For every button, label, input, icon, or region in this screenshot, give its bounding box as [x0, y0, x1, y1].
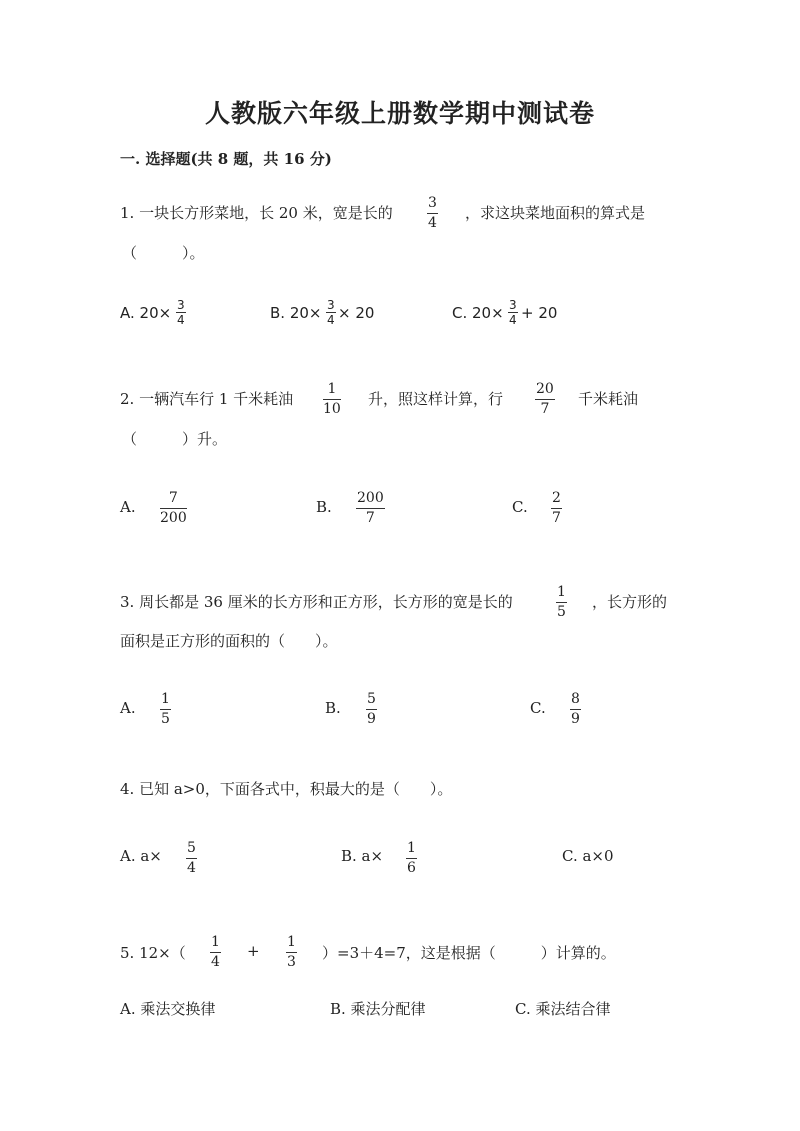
q2-frac2-num: 20: [536, 381, 554, 397]
q3-opt-c-fraction: [570, 692, 581, 727]
q1-text-b: ，求这块菜地面积的算式是: [465, 204, 646, 222]
q2-opt-a-fraction: [160, 491, 187, 526]
q3-opt-a-num: 1: [161, 691, 170, 707]
q3-opt-b-fraction: [366, 692, 377, 727]
q2-fraction-2: [535, 382, 555, 417]
q3-frac-den: 5: [557, 604, 566, 620]
q1-opt-a-num: 3: [177, 298, 185, 312]
q5-frac2-num: 1: [287, 934, 296, 950]
q2-frac1-num: 1: [327, 381, 337, 397]
q2-opt-b-fraction: [356, 491, 385, 526]
q4-opt-b-num: 1: [407, 840, 416, 856]
q1-frac-num: 3: [428, 195, 437, 211]
q3-opt-b-label: B.: [325, 699, 341, 717]
q1-opt-c-num: 3: [509, 298, 517, 312]
q5-option-c[interactable]: C. 乘法结合律: [515, 1000, 611, 1018]
q3-text-b: ，长方形的: [592, 593, 668, 611]
q5-frac1-den: 4: [211, 954, 220, 970]
q4-opt-b-den: 6: [407, 860, 416, 876]
q1-opt-b-pre: B. 20×: [270, 304, 322, 322]
q3-text-a: 3. 周长都是 36 厘米的长方形和正方形，长方形的宽是长的: [120, 593, 513, 611]
q1-opt-b-den: 4: [327, 313, 335, 327]
q4-opt-b-fraction: [406, 841, 417, 876]
q5-text-a: 5. 12×（: [120, 944, 186, 962]
q2-opt-c-fraction: [551, 491, 562, 526]
q2-text-d: （ ）升。: [122, 430, 228, 448]
q1-opt-c-post: + 20: [521, 304, 558, 322]
q2-opt-a-den: 200: [160, 510, 187, 526]
q3-opt-c-label: C.: [530, 699, 546, 717]
page-title: 人教版六年级上册数学期中测试卷: [204, 99, 595, 128]
q4-opt-a-label: A. a×: [120, 847, 162, 865]
q5-text-b: ）=3＋4=7，这是根据（ ）计算的。: [322, 944, 616, 962]
q2-opt-b-den: 7: [365, 510, 375, 526]
q5-frac1-num: 1: [211, 934, 220, 950]
q4-opt-b-label: B. a×: [341, 847, 384, 865]
q3-opt-b-den: 9: [367, 711, 376, 727]
q3-opt-a-label: A.: [120, 699, 136, 717]
q2-fraction-1: [323, 382, 341, 417]
q5-fraction-1: [210, 935, 221, 970]
q3-opt-a-den: 5: [161, 711, 170, 727]
q4-opt-a-fraction: [186, 841, 197, 876]
q1-opt-b-num: 3: [327, 298, 335, 312]
q2-opt-a-num: 7: [168, 490, 178, 506]
q3-text-c: 面积是正方形的面积的（ ）。: [120, 632, 338, 650]
q4-opt-a-den: 4: [187, 860, 196, 876]
q2-frac2-den: 7: [540, 401, 550, 417]
q1-opt-c-pre: C. 20×: [452, 304, 504, 322]
q2-opt-c-num: 2: [552, 490, 561, 506]
q2-opt-b-label: B.: [316, 498, 332, 516]
q3-opt-c-den: 9: [571, 711, 580, 727]
q5-option-b[interactable]: B. 乘法分配律: [330, 1000, 426, 1018]
q1-opt-c-fraction: [508, 299, 518, 326]
q1-opt-a-pre: A. 20×: [120, 304, 172, 322]
q1-opt-b-fraction: [326, 299, 336, 326]
q5-fraction-2: [286, 935, 297, 970]
q3-fraction: [556, 585, 567, 620]
q3-opt-c-num: 8: [571, 691, 580, 707]
q5-frac2-den: 3: [287, 954, 296, 970]
q1-opt-c-den: 4: [509, 313, 517, 327]
q3-opt-b-num: 5: [367, 691, 376, 707]
q5-option-a[interactable]: A. 乘法交换律: [120, 1000, 216, 1018]
q2-opt-a-label: A.: [120, 498, 136, 516]
section-heading: 一. 选择题(共 8 题，共 16 分): [120, 150, 332, 168]
q4-opt-a-num: 5: [187, 840, 196, 856]
q2-opt-c-den: 7: [552, 510, 561, 526]
q1-text-a: 1. 一块长方形菜地，长 20 米，宽是长的: [120, 204, 393, 222]
q2-text-a: 2. 一辆汽车行 1 千米耗油: [120, 390, 294, 408]
q3-frac-num: 1: [557, 584, 566, 600]
q4-opt-c-label: C. a×0: [562, 847, 614, 865]
q2-text-c: 千米耗油: [578, 390, 639, 408]
q1-opt-a-den: 4: [177, 313, 185, 327]
q3-opt-a-fraction: [160, 692, 171, 727]
q4-text: 4. 已知 a>0，下面各式中，积最大的是（ ）。: [120, 780, 453, 798]
q1-frac-den: 4: [428, 215, 437, 231]
q2-opt-c-label: C.: [512, 498, 528, 516]
q5-plus: +: [247, 942, 260, 960]
q1-text-c: （ ）。: [122, 244, 205, 262]
q2-opt-b-num: 200: [357, 490, 384, 506]
q1-fraction: [427, 196, 438, 231]
q1-opt-b-post: × 20: [338, 304, 375, 322]
q2-frac1-den: 10: [323, 401, 341, 417]
q1-opt-a-fraction: [176, 299, 186, 326]
q2-text-b: 升，照这样计算，行: [368, 390, 504, 408]
